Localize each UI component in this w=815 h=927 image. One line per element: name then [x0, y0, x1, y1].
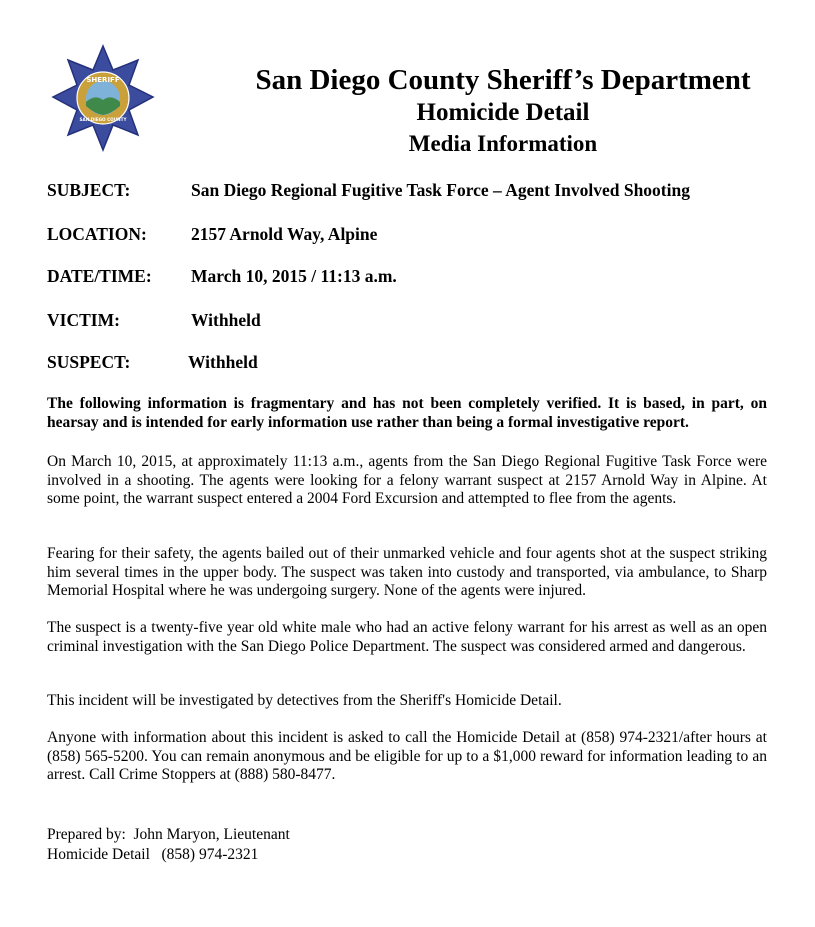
- datetime-value: March 10, 2015 / 11:13 a.m.: [191, 266, 397, 286]
- subject-label: SUBJECT:: [47, 180, 131, 200]
- subject-value: San Diego Regional Fugitive Task Force – Agent Involved Shooting: [191, 180, 690, 200]
- disclaimer-paragraph: The following information is fragmentary and has not been completely verified. It is based, in part, on hearsay and is intended for early information use rather than being a formal investigative report.: [47, 395, 767, 431]
- body-paragraph-2: Fearing for their safety, the agents bailed out of their unmarked vehicle and four agents shot at the suspect striking him several times in the upper body. The suspect was taken into custody and transported, via ambulance, to Sharp Memorial Hospital where he was undergoing surgery. None of the agents were injured.: [47, 545, 767, 599]
- badge-seal-county-text: SAN DIEGO COUNTY: [79, 117, 127, 122]
- body-paragraph-4: This incident will be investigated by detectives from the Sheriff's Homicide Detail.: [47, 692, 562, 709]
- suspect-label: SUSPECT:: [47, 352, 131, 372]
- body-paragraph-1: On March 10, 2015, at approximately 11:13 a.m., agents from the San Diego Regional Fugitive Task Force were involved in a shooting. The agents were looking for a felony warrant suspect at 2157 Arnold Way in Alpine. At some point, the warrant suspect entered a 2004 Ford Excursion and attempted to flee from the agents.: [47, 453, 767, 507]
- detail-title: Homicide Detail: [416, 99, 590, 126]
- body-paragraph-3: The suspect is a twenty-five year old white male who had an active felony warrant for his arrest as well as an open criminal investigation with the San Diego Police Department. The suspect was considered armed and dangerous.: [47, 619, 767, 655]
- victim-value: Withheld: [191, 310, 261, 330]
- department-title: San Diego County Sheriff’s Department: [255, 64, 751, 96]
- location-label: LOCATION:: [47, 224, 147, 244]
- body-paragraph-5: Anyone with information about this incident is asked to call the Homicide Detail at (858) 974-2321/after hours at (858) 565-5200. You can remain anonymous and be eligible for up to a $1,000 reward for information leading to an arrest. Call Crime Stoppers at (888) 580-8477.: [47, 729, 767, 783]
- location-value: 2157 Arnold Way, Alpine: [191, 224, 378, 244]
- sheriff-badge-logo: [49, 44, 157, 152]
- prepared-by-line: Prepared by: John Maryon, Lieutenant: [47, 826, 290, 843]
- badge-seal-sheriff-text: SHERIFF: [86, 76, 120, 84]
- datetime-label: DATE/TIME:: [47, 266, 152, 286]
- victim-label: VICTIM:: [47, 310, 120, 330]
- prepared-contact-line: Homicide Detail (858) 974-2321: [47, 846, 259, 863]
- suspect-value: Withheld: [188, 352, 258, 372]
- media-title: Media Information: [408, 131, 598, 156]
